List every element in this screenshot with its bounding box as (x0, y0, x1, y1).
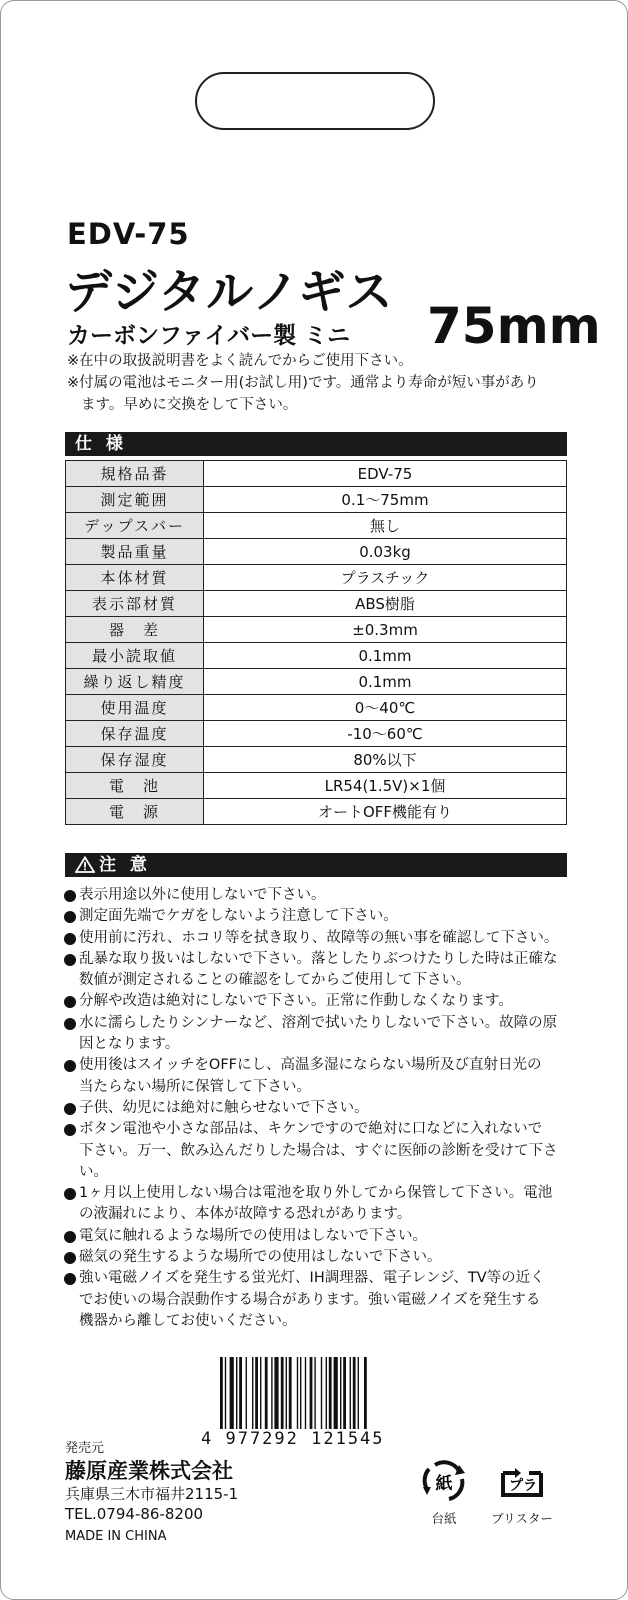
caution-item (63, 991, 573, 1012)
spec-value: 0.03kg (204, 539, 567, 565)
spec-label: 最小読取値 (66, 643, 204, 669)
caution-item (63, 1183, 573, 1226)
spec-label: デップスバー (66, 513, 204, 539)
caution-line: 表示用途以外に使用しないで下さい。 (79, 887, 326, 903)
caution-item (63, 885, 573, 906)
caution-line: 下さい。万一、飲み込んだりした場合は、すぐに医師の診断を受けて下さ (79, 1142, 558, 1159)
spec-label: 繰り返し精度 (66, 669, 204, 695)
spec-row (66, 591, 567, 617)
spec-row (66, 461, 567, 487)
spec-value: -10〜60℃ (204, 721, 567, 747)
barcode-digits: 4 977292 121545 (201, 1429, 385, 1449)
spec-row (66, 773, 567, 799)
caution-line: 水に濡らしたりシンナーなど、溶剤で拭いたりしないで下さい。故障の原 (79, 1014, 558, 1031)
spec-value: プラスチック (204, 565, 567, 591)
spec-value: EDV-75 (204, 461, 567, 487)
spec-row (66, 799, 567, 825)
spec-value: 0.1mm (204, 669, 567, 695)
spec-value: 80%以下 (204, 747, 567, 773)
spec-row (66, 565, 567, 591)
spec-label: 電 池 (66, 773, 204, 799)
caution-line: 電気に触れるような場所での使用はしないで下さい。 (79, 1227, 427, 1244)
seller-name: 藤原産業株式会社 (65, 1459, 233, 1483)
spec-row (66, 643, 567, 669)
model-number: EDV-75 (67, 217, 190, 251)
spec-label: 保存湿度 (66, 747, 204, 773)
paper-recycle-icon (415, 1459, 473, 1503)
country-of-origin: MADE IN CHINA (65, 1529, 167, 1544)
caution-line: 分解や改造は絶対にしないで下さい。正常に作動しなくなります。 (79, 993, 513, 1010)
plastic-recycle-label: ブリスター (491, 1511, 553, 1526)
caution-line: ボタン電池や小さな部品は、キケンですので絶対に口などに入れないで (79, 1121, 543, 1138)
spec-value: 0〜40℃ (204, 695, 567, 721)
caution-item (63, 949, 573, 992)
plastic-recycle-icon (493, 1459, 551, 1503)
caution-line: 1ヶ月以上使用しない場合は電池を取り外してから保管して下さい。電池 (79, 1185, 553, 1202)
note-manual: ※在中の取扱説明書をよく読んでからご使用下さい。 (67, 353, 413, 369)
paper-recycle-label: 台紙 (431, 1511, 457, 1526)
caution-line: 当たらない場所に保管して下さい。 (79, 1078, 311, 1095)
caution-line: 磁気の発生するような場所での使用はしないで下さい。 (79, 1249, 442, 1266)
caution-line: 子供、幼児には絶対に触らせないで下さい。 (79, 1099, 369, 1116)
spec-label: 測定範囲 (66, 487, 204, 513)
hang-hole (195, 72, 435, 130)
spec-row (66, 539, 567, 565)
caution-item (63, 1247, 573, 1268)
spec-value: 無し (204, 513, 567, 539)
caution-line: 使用前に汚れ、ホコリ等を拭き取り、故障等の無い事を確認して下さい。 (79, 929, 559, 946)
caution-line: 乱暴な取り扱いはしないで下さい。落としたりぶつけたりした時は正確な (79, 950, 558, 967)
spec-row (66, 513, 567, 539)
spec-value: ±0.3mm (204, 617, 567, 643)
spec-label: 製品重量 (66, 539, 204, 565)
product-size: 75mm (427, 297, 601, 355)
svg-text:プラ: プラ (509, 1478, 537, 1494)
caution-item (63, 928, 573, 949)
spec-value: LR54(1.5V)×1個 (204, 773, 567, 799)
spec-value: 0.1mm (204, 643, 567, 669)
caution-item (63, 1055, 573, 1098)
caution-line: 測定面先端でケガをしないよう注意して下さい。 (79, 908, 398, 925)
note-battery: ※付属の電池はモニター用(お試し用)です。通常より寿命が短い事があり (67, 375, 539, 391)
spec-label: 規格品番 (66, 461, 204, 487)
warning-triangle-icon (75, 856, 95, 880)
spec-label: 保存温度 (66, 721, 204, 747)
spec-row (66, 721, 567, 747)
spec-heading: 仕 様 (65, 432, 567, 456)
product-subtitle: カーボンファイバー製 ミニ (67, 323, 351, 349)
caution-heading-label: 注 意 (99, 855, 151, 875)
barcode (219, 1357, 417, 1429)
seller-label: 発売元 (65, 1441, 105, 1456)
spec-value: ABS樹脂 (204, 591, 567, 617)
svg-text:紙: 紙 (435, 1474, 453, 1494)
spec-row (66, 487, 567, 513)
spec-label: 使用温度 (66, 695, 204, 721)
spec-row (66, 747, 567, 773)
seller-address: 兵庫県三木市福井2115-1 (65, 1485, 239, 1503)
caution-heading (65, 853, 567, 877)
caution-line: の液漏れにより、本体が故障する恐れがあります。 (79, 1206, 412, 1223)
caution-item (63, 1013, 573, 1056)
caution-line: 因となります。 (79, 1036, 180, 1053)
spec-label: 表示部材質 (66, 591, 204, 617)
caution-item (63, 1226, 573, 1247)
spec-value: オートOFF機能有り (204, 799, 567, 825)
caution-line: 数値が測定されることの確認をしてからご使用して下さい。 (79, 972, 471, 989)
caution-item (63, 906, 573, 927)
spec-table (65, 460, 567, 825)
caution-line: 強い電磁ノイズを発生する蛍光灯、IH調理器、電子レンジ、TV等の近く (79, 1270, 545, 1287)
note-battery-cont: ます。早めに交換をして下さい。 (81, 397, 298, 413)
spec-row (66, 695, 567, 721)
product-title: デジタルノギス (65, 265, 394, 320)
caution-item (63, 1268, 573, 1332)
caution-item (63, 1098, 573, 1119)
caution-line: い。 (79, 1163, 108, 1180)
caution-list (63, 885, 573, 1332)
caution-line: でお使いの場合誤動作する場合があります。強い電磁ノイズを発生する (79, 1291, 541, 1308)
plastic-recycle-mark (487, 1459, 557, 1527)
caution-item (63, 1119, 573, 1183)
spec-label: 本体材質 (66, 565, 204, 591)
seller-tel: TEL.0794-86-8200 (65, 1505, 204, 1523)
spec-label: 電 源 (66, 799, 204, 825)
spec-row (66, 617, 567, 643)
spec-label: 器 差 (66, 617, 204, 643)
paper-recycle-mark (409, 1459, 479, 1527)
caution-line: 機器から離してお使いください。 (79, 1312, 297, 1329)
caution-line: 使用後はスイッチをOFFにし、高温多湿にならない場所及び直射日光の (79, 1057, 542, 1074)
spec-value: 0.1〜75mm (204, 487, 567, 513)
spec-row (66, 669, 567, 695)
